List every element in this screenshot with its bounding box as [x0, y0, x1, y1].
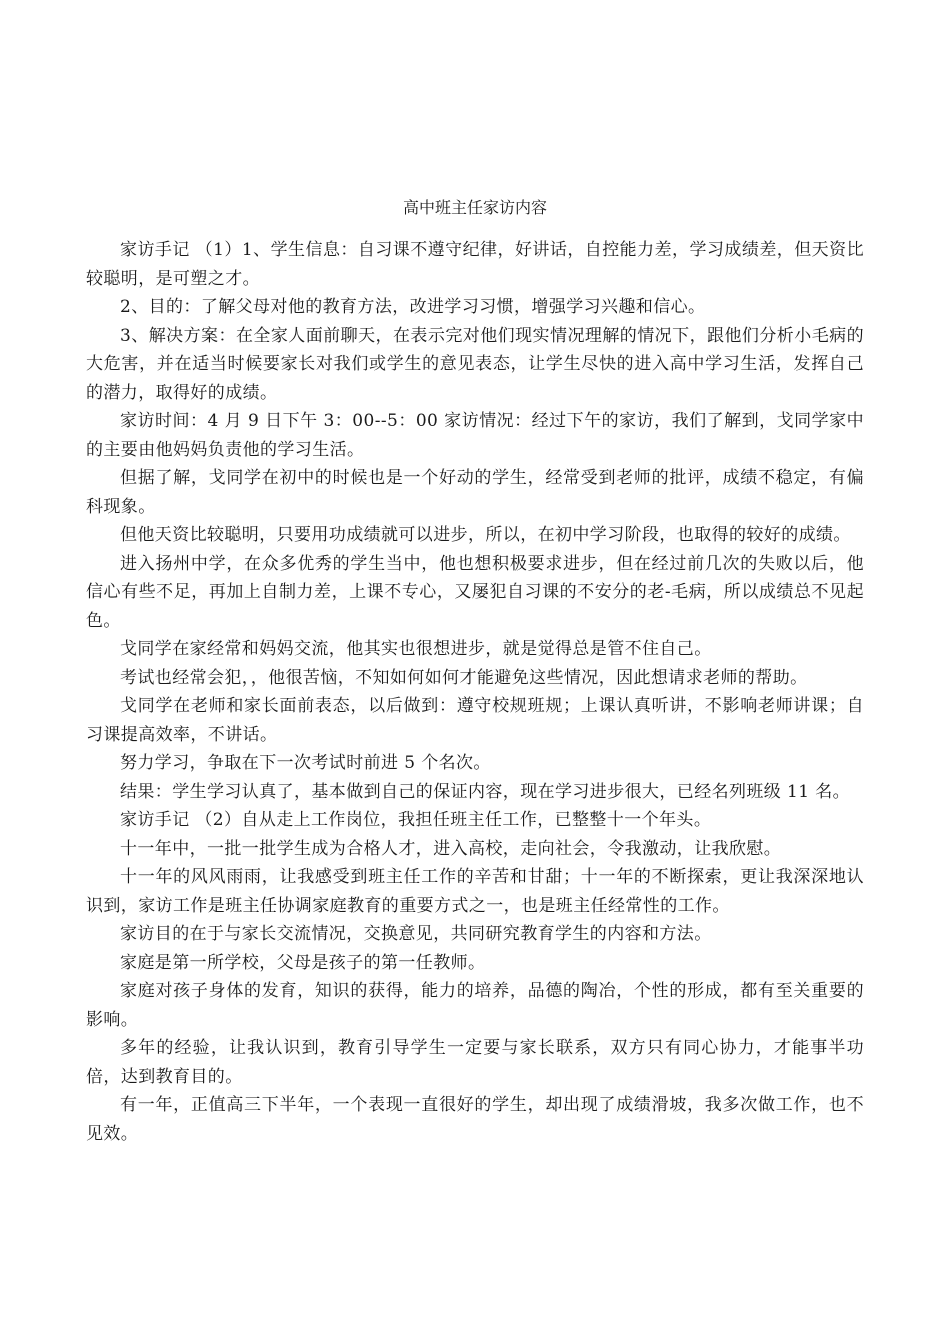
paragraph: 戈同学在老师和家长面前表态，以后做到：遵守校规班规；上课认真听讲，不影响老师讲课；自习课提高效率，不讲话。 [86, 696, 864, 745]
paragraph: 但据了解，戈同学在初中的时候也是一个好动的学生，经常受到老师的批评，成绩不稳定，有偏科现象。 [86, 468, 864, 517]
paragraph: 2、目的：了解父母对他的教育方法，改进学习习惯，增强学习兴趣和信心。 [120, 297, 706, 317]
paragraph: 十一年的风风雨雨，让我感受到班主任工作的辛苦和甘甜；十一年的不断探索，更让我深深地认识到，家访工作是班主任协调家庭教育的重要方式之一，也是班主任经常性的工作。 [86, 867, 864, 916]
paragraph: 结果：学生学习认真了，基本做到自己的保证内容，现在学习进步很大，已经名列班级 11 名。 [120, 781, 851, 802]
paragraph: 进入扬州中学，在众多优秀的学生当中，他也想积极要求进步，但在经过前几次的失败以后，他信心有些不足，再加上自制力差，上课不专心，又屡犯自习课的不安分的老-毛病，所以成绩总不见起色。 [86, 553, 864, 631]
paragraph: 家访手记 （2）自从走上工作岗位，我担任班主任工作，已整整十一个年头。 [120, 810, 712, 830]
paragraph: 考试也经常会犯，，他很苦恼，不知如何如何才能避免这些情况，因此想请求老师的帮助。 [120, 667, 808, 688]
paragraph: 努力学习，争取在下一次考试时前进 5 个名次。 [120, 753, 491, 773]
paragraph: 家访目的在于与家长交流情况，交换意见，共同研究教育学生的内容和方法。 [120, 924, 712, 944]
paragraph: 但他天资比较聪明，只要用功成绩就可以进步，所以，在初中学习阶段，也取得的较好的成绩。 [120, 525, 851, 545]
paragraph: 家庭是第一所学校，父母是孩子的第一任教师。 [120, 952, 486, 973]
paragraph: 戈同学在家经常和妈妈交流，他其实也很想进步，就是觉得总是管不住自己。 [120, 639, 712, 659]
paragraph: 3、解决方案：在全家人面前聊天，在表示完对他们现实情况理解的情况下，跟他们分析小毛病的大危害，并在适当时候要家长对我们或学生的意见表态，让学生尽快的进入高中学习生活，发挥自己的潜力，取得好的成绩。 [86, 325, 864, 403]
document-body [86, 236, 864, 1148]
paragraph: 十一年中，一批一批学生成为合格人才，进入高校，走向社会，令我激动，让我欣慰。 [120, 838, 782, 859]
paragraph: 家庭对孩子身体的发育，知识的获得，能力的培养，品德的陶冶，个性的形成，都有至关重要的影响。 [86, 981, 864, 1030]
paragraph: 多年的经验，让我认识到，教育引导学生一定要与家长联系，双方只有同心协力，才能事半功倍，达到教育目的。 [86, 1038, 864, 1087]
paragraph: 家访手记 （1）1、学生信息：自习课不遵守纪律，好讲话，自控能力差，学习成绩差，但天资比较聪明，是可塑之才。 [86, 240, 864, 289]
paragraph: 家访时间：4 月 9 日下午 3：00--5：00 家访情况：经过下午的家访，我们了解到，戈同学家中的主要由他妈妈负责他的学习生活。 [86, 411, 864, 460]
document-title: 高中班主任家访内容 [402, 198, 547, 217]
paragraph: 有一年，正值高三下半年，一个表现一直很好的学生，却出现了成绩滑坡，我多次做工作，也不见效。 [86, 1095, 864, 1144]
